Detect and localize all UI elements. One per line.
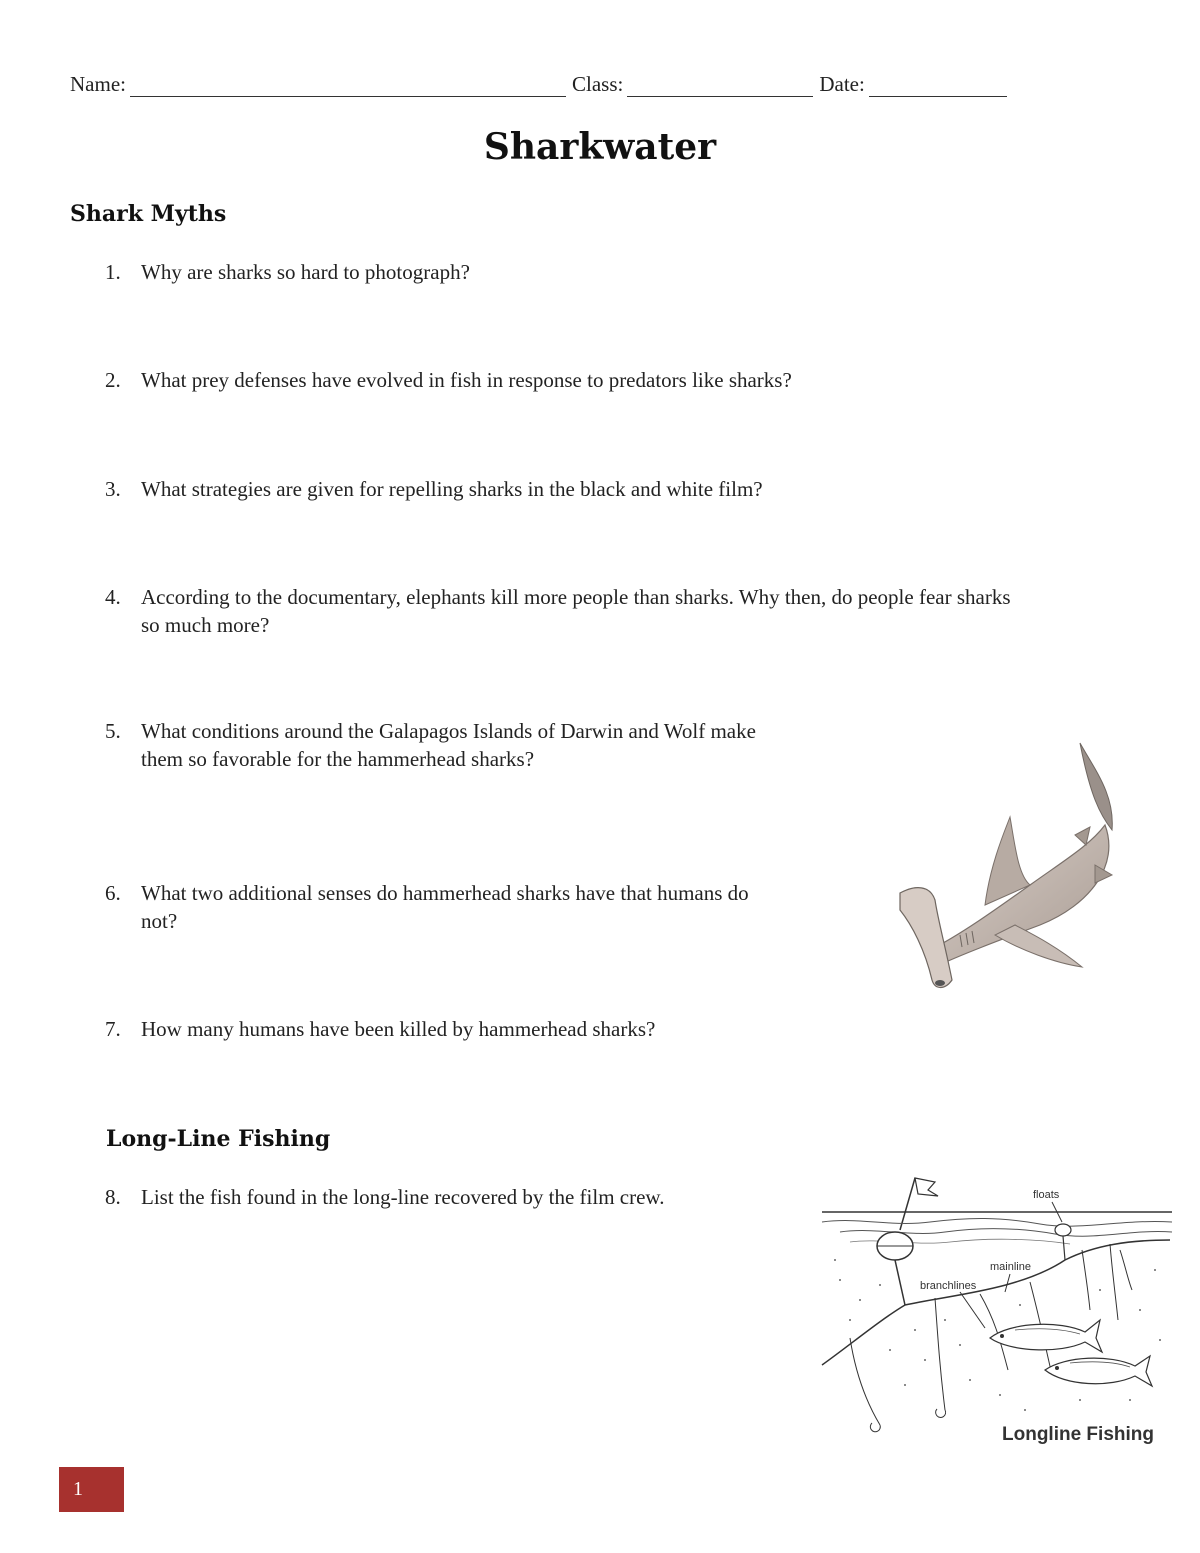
question-number: 5. bbox=[105, 719, 121, 743]
hammerhead-shark-illustration bbox=[890, 735, 1130, 995]
name-blank[interactable] bbox=[130, 74, 566, 97]
question-text: Why are sharks so hard to photograph? bbox=[141, 260, 470, 284]
question-number: 1. bbox=[105, 260, 121, 284]
question-number: 6. bbox=[105, 881, 121, 905]
question-text: List the fish found in the long-line recovered by the film crew. bbox=[141, 1185, 665, 1209]
longline-fishing-diagram bbox=[820, 1170, 1175, 1445]
page-number-badge bbox=[59, 1467, 124, 1512]
question-text-line-2: so much more? bbox=[141, 613, 270, 637]
question-number: 4. bbox=[105, 585, 121, 609]
longline-fishing-caption: Longline Fishing bbox=[1002, 1424, 1154, 1445]
floats-label: floats bbox=[1033, 1189, 1060, 1201]
mainline-label: mainline bbox=[990, 1261, 1031, 1273]
question-number: 8. bbox=[105, 1185, 121, 1209]
question-text-line-2: them so favorable for the hammerhead sharks? bbox=[141, 747, 535, 771]
question-text: What strategies are given for repelling sharks in the black and white film? bbox=[141, 477, 763, 501]
class-label: Class: bbox=[571, 72, 624, 96]
question-text-line-1: What conditions around the Galapagos Islands of Darwin and Wolf make bbox=[141, 719, 756, 743]
section-heading-shark-myths: Shark Myths bbox=[70, 201, 227, 227]
date-label: Date: bbox=[819, 72, 865, 96]
question-text: How many humans have been killed by hammerhead sharks? bbox=[141, 1017, 656, 1041]
name-label: Name: bbox=[70, 72, 126, 96]
header-fields bbox=[70, 72, 1013, 97]
branchlines-label: branchlines bbox=[920, 1280, 977, 1292]
question-text-line-1: What two additional senses do hammerhead sharks have that humans do bbox=[141, 881, 749, 905]
date-blank[interactable] bbox=[869, 74, 1007, 97]
class-blank[interactable] bbox=[627, 74, 813, 97]
question-number: 7. bbox=[105, 1017, 121, 1041]
question-number: 3. bbox=[105, 477, 121, 501]
question-text-line-2: not? bbox=[141, 909, 178, 933]
page-title: Sharkwater bbox=[483, 126, 717, 168]
question-number: 2. bbox=[105, 368, 121, 392]
question-text: What prey defenses have evolved in fish in response to predators like sharks? bbox=[141, 368, 792, 392]
section-heading-long-line-fishing: Long-Line Fishing bbox=[106, 1126, 331, 1152]
question-text-line-1: According to the documentary, elephants kill more people than sharks. Why then, do people fear sharks bbox=[141, 585, 1011, 609]
page-number: 1 bbox=[73, 1478, 83, 1500]
